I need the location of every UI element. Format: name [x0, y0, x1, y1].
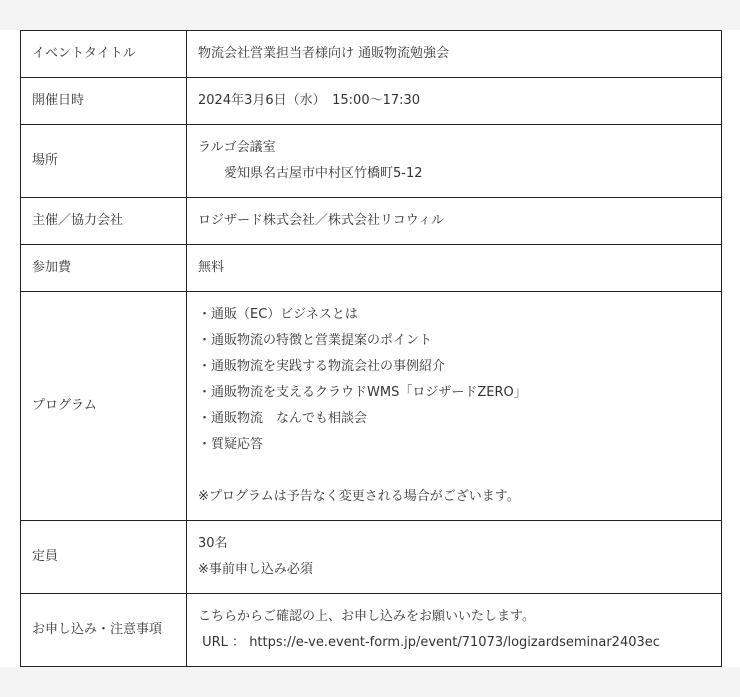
value-fee	[187, 245, 722, 292]
label-organizer: 主催／協力会社	[21, 198, 187, 245]
datetime-text: 2024年3月6日（水） 15:00〜17:30	[198, 93, 421, 108]
organizer-text: ロジザード株式会社／株式会社リコウィル	[198, 213, 444, 228]
value-program	[187, 292, 722, 521]
table-row-capacity	[21, 521, 722, 594]
venue-name: ラルゴ会議室	[198, 140, 276, 155]
fee-text: 無料	[198, 260, 225, 275]
application-url[interactable]: URL ： https://e-ve.event-form.jp/event/71073/logizardseminar2403ec	[198, 635, 660, 650]
table-row-program	[21, 292, 722, 521]
program-note: ※プログラムは予告なく変更される場合がございます。	[198, 489, 520, 504]
value-application	[187, 594, 722, 667]
capacity-note: ※事前申し込み必須	[198, 562, 313, 577]
label-capacity: 定員	[21, 521, 187, 594]
value-venue	[187, 125, 722, 198]
page	[0, 30, 740, 667]
program-spacer	[198, 458, 710, 484]
table-row-venue	[21, 125, 722, 198]
table-row-application	[21, 594, 722, 667]
label-program: プログラム	[21, 292, 187, 521]
label-venue: 場所	[21, 125, 187, 198]
value-event-title	[187, 31, 722, 78]
label-fee: 参加費	[21, 245, 187, 292]
program-item: ・質疑応答	[198, 437, 264, 452]
value-capacity	[187, 521, 722, 594]
table-row-fee	[21, 245, 722, 292]
value-datetime	[187, 78, 722, 125]
table-row-datetime	[21, 78, 722, 125]
label-event-title: イベントタイトル	[21, 31, 187, 78]
program-item: ・通販物流の特徴と営業提案のポイント	[198, 333, 433, 348]
table-row-title	[21, 31, 722, 78]
program-item: ・通販物流を実践する物流会社の事例紹介	[198, 359, 446, 374]
label-application: お申し込み・注意事項	[21, 594, 187, 667]
venue-address: 愛知県名古屋市中村区竹橋町5-12	[198, 166, 423, 181]
table-row-organizer	[21, 198, 722, 245]
event-title-text: 物流会社営業担当者様向け 通販物流勉強会	[198, 46, 450, 61]
label-datetime: 開催日時	[21, 78, 187, 125]
application-text: こちらからご確認の上、お申し込みをお願いいたします。	[198, 609, 535, 624]
capacity-text: 30名	[198, 536, 228, 551]
event-info-table	[20, 30, 722, 667]
program-item: ・通販（EC）ビジネスとは	[198, 307, 358, 322]
program-item: ・通販物流 なんでも相談会	[198, 411, 368, 426]
value-organizer	[187, 198, 722, 245]
program-item: ・通販物流を支えるクラウドWMS「ロジザードZERO」	[198, 385, 527, 400]
